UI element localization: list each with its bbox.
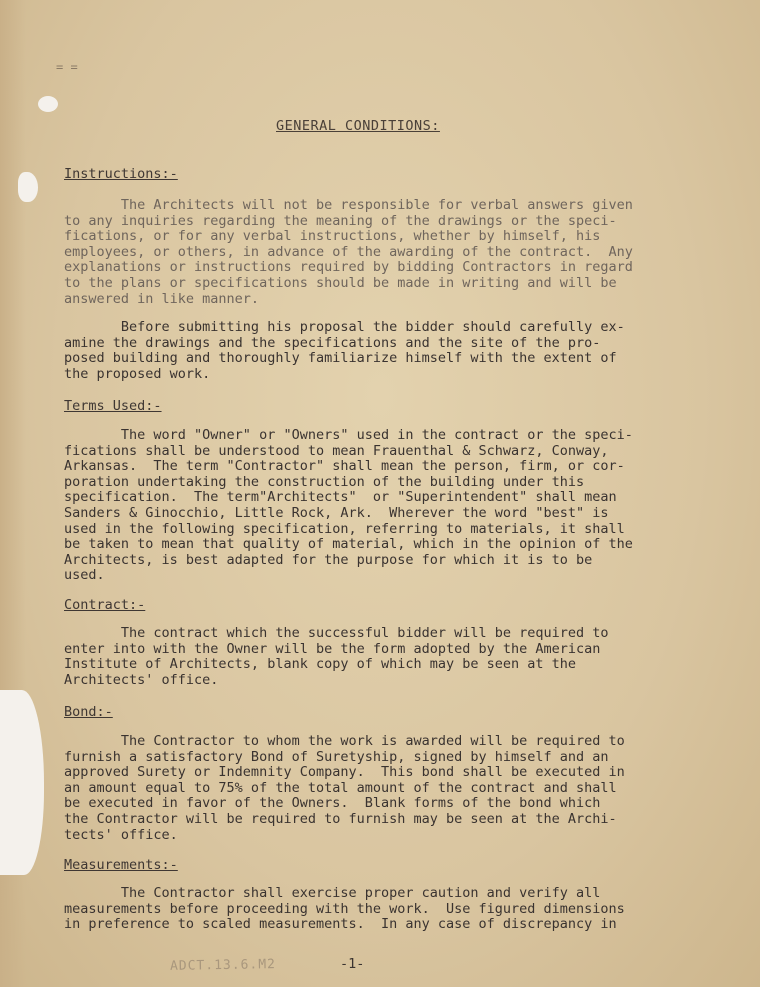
section-heading-instructions: Instructions:-: [64, 166, 178, 182]
terms-used-paragraph: The word "Owner" or "Owners" used in the contract or the speci- fications shall be understood to mean Frauenthal & Schwarz, Conway, Arkansas. The term "Contractor" shall mean the person, firm, or cor- poration undertaking the construction of the building under this specification. The term"Architects" or "Superintendent" shall mean Sanders & Ginocchio, Little Rock, Ark. Wherever the word "best" is used in the following specification, referring to materials, it shall be taken to mean that quality of material, which in the opinion of the Architects, is best adapted for the purpose for which it is to be used.: [64, 427, 633, 584]
contract-paragraph: The contract which the successful bidder will be required to enter into with the Owner will be the form adopted by the American Institute of Architects, blank copy of which may be seen at the Architects' office.: [64, 625, 609, 688]
archive-stamp: ADCT.13.6.M2: [169, 957, 277, 974]
instructions-paragraph-2: Before submitting his proposal the bidder should carefully ex- amine the drawings and the specifications and the site of the pro- posed building and thoroughly familiarize himself with the extent of the proposed work.: [64, 319, 625, 382]
corner-mark: = =: [56, 60, 78, 74]
bond-paragraph: The Contractor to whom the work is awarded will be required to furnish a satisfactory Bond of Suretyship, signed by himself and an approved Surety or Indemnity Company. This bond shall be executed in an amount equal to 75% of the total amount of the contract and shall be executed in favor of the Owners. Blank forms of the bond which the Contractor will be required to furnish may be seen at the Archi- tects' office.: [64, 733, 625, 843]
section-heading-bond: Bond:-: [64, 704, 113, 720]
torn-edge: [38, 96, 58, 112]
section-heading-measurements: Measurements:-: [64, 857, 178, 873]
torn-edge: [0, 690, 44, 875]
section-heading-contract: Contract:-: [64, 597, 146, 613]
torn-edge: [18, 172, 38, 202]
page-title: GENERAL CONDITIONS:: [276, 118, 440, 134]
section-heading-terms-used: Terms Used:-: [64, 398, 162, 414]
instructions-paragraph-1: The Architects will not be responsible for verbal answers given to any inquiries regarding the meaning of the drawings or the speci- fications, or for any verbal instructions, whether by himself, his employees, or others, in advance of the awarding of the contract. Any explanations or instructions required by bidding Contractors in regard to the plans or specifications should be made in writing and will be answered in like manner.: [64, 197, 633, 307]
measurements-paragraph: The Contractor shall exercise proper caution and verify all measurements before proceeding with the work. Use figured dimensions in preference to scaled measurements. In any case of discrepancy in: [64, 885, 625, 933]
page-number: -1-: [340, 956, 365, 972]
